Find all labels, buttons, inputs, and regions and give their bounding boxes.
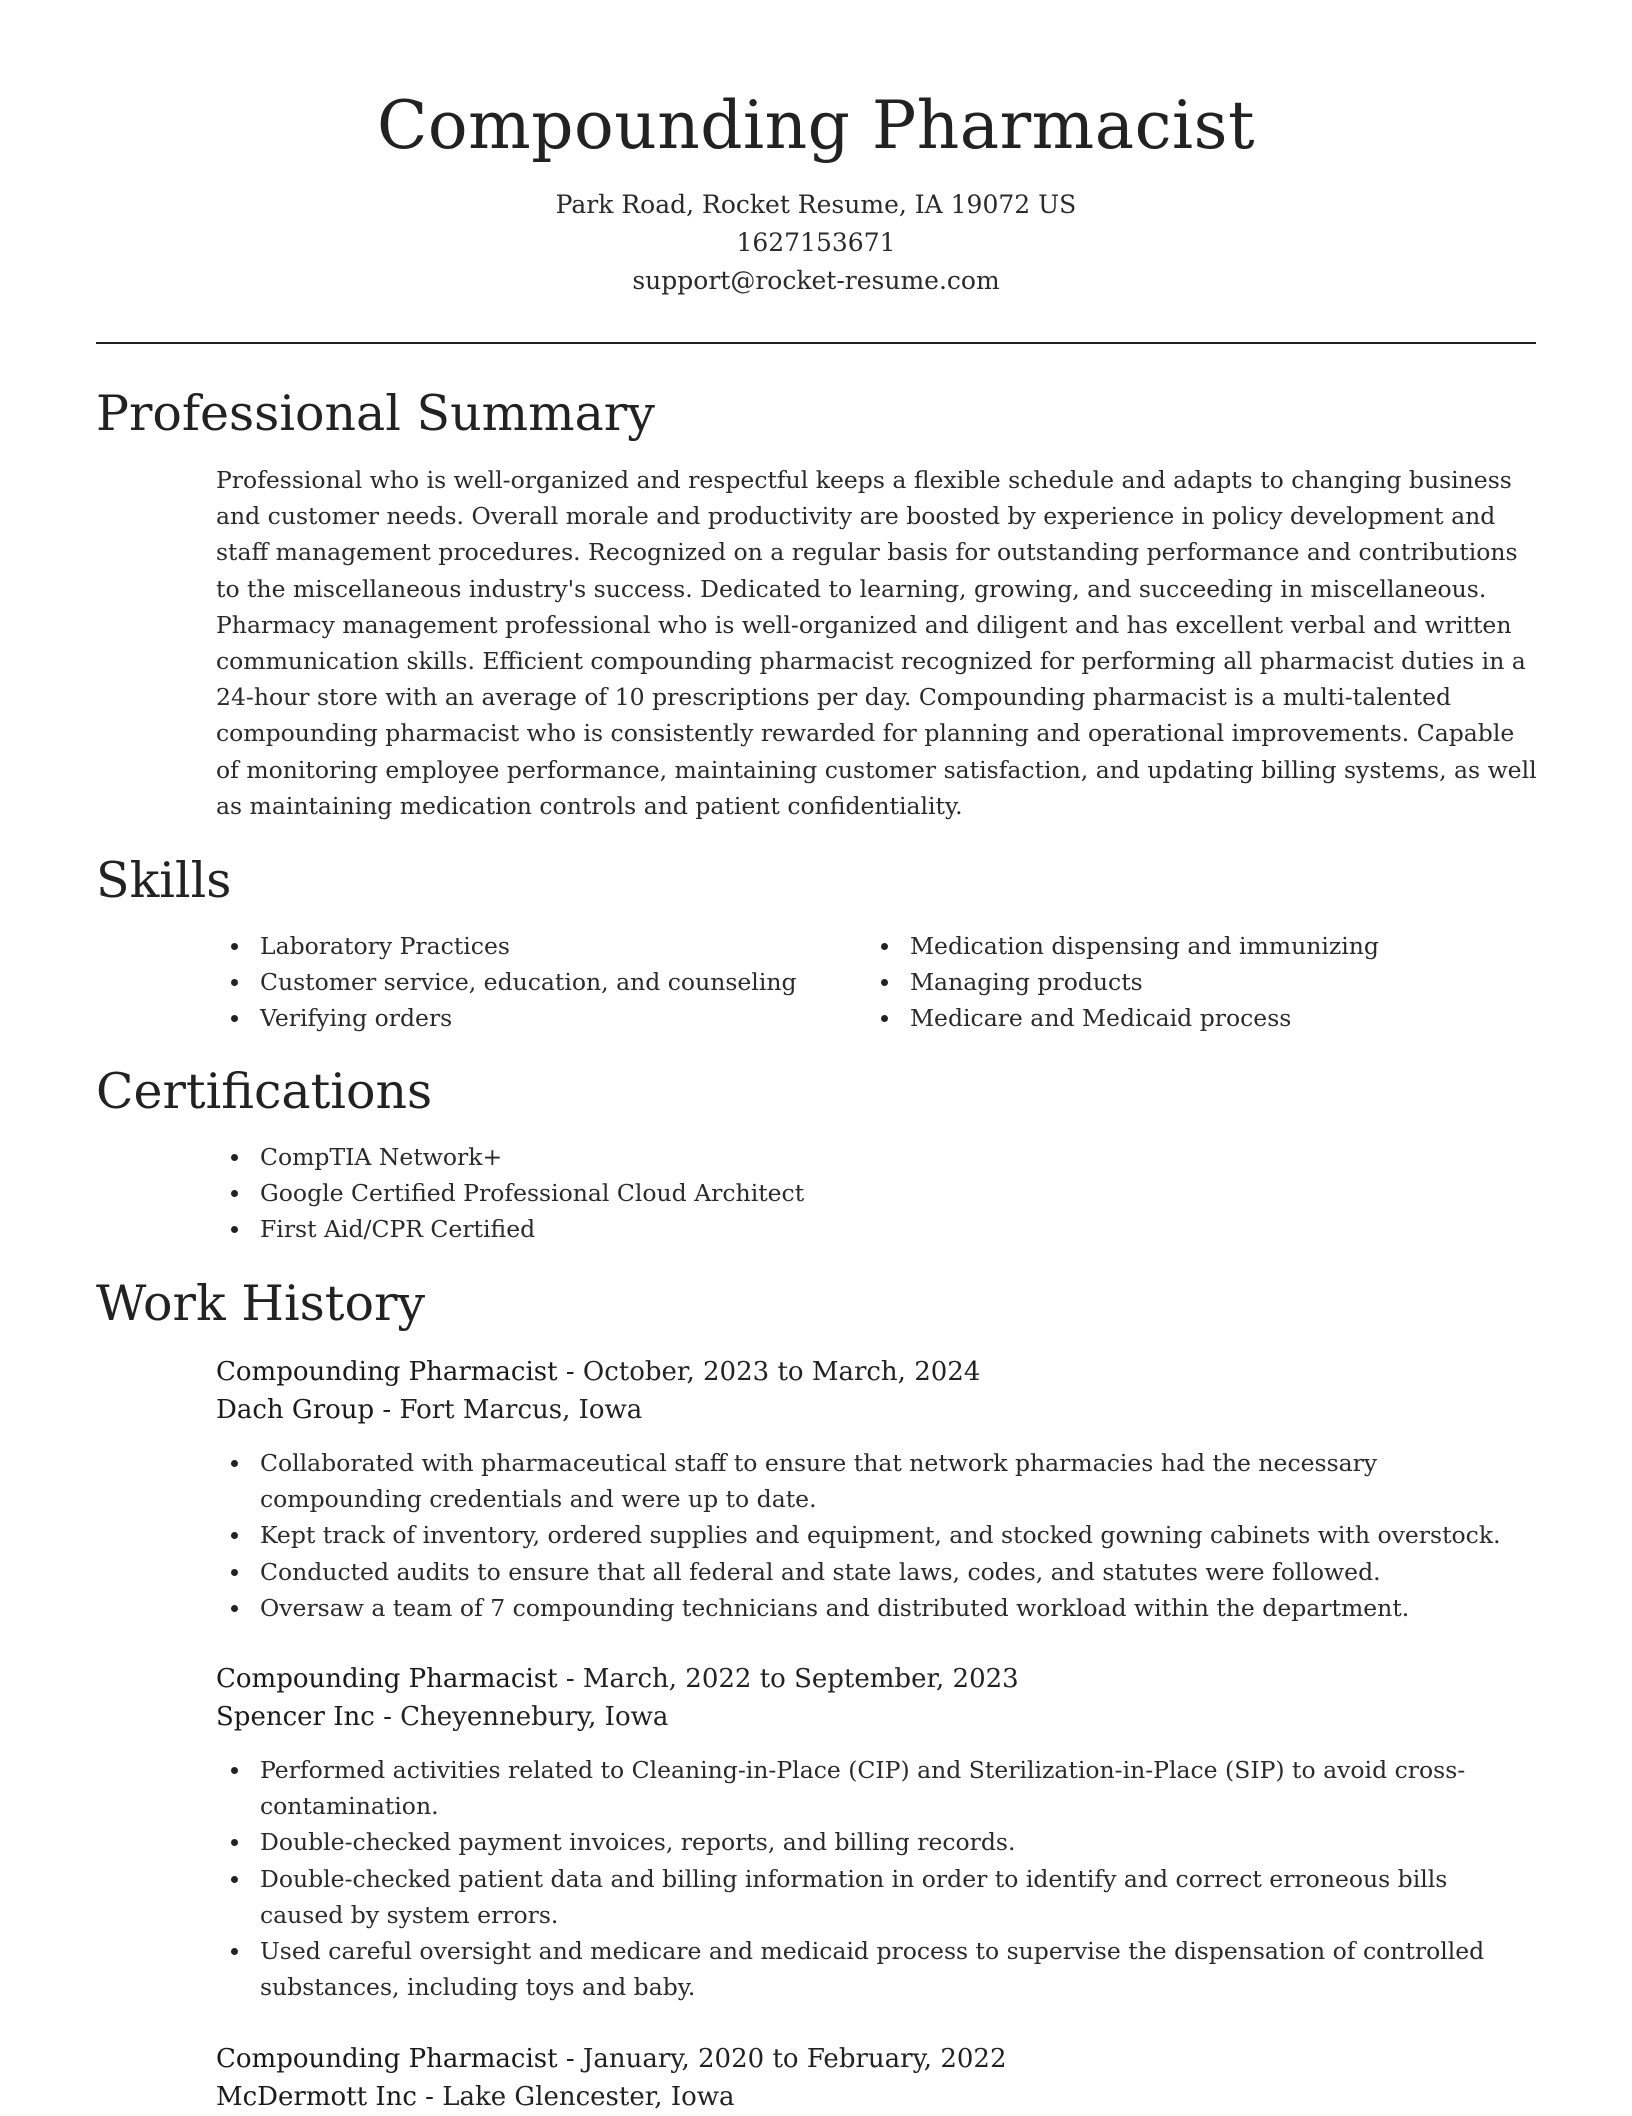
certifications-list [216,1139,1216,1248]
job-entry [216,2040,1538,2116]
section-title-skills: Skills [96,852,232,909]
job-company-line [216,1698,1538,1736]
job-company-line [216,1391,1538,1429]
skill-item: Medicare and Medicaid process [866,1000,1506,1036]
job-bullet: Used careful oversight and medicare and medicaid process to supervise the dispensation of controlled substances, including toys and baby. [216,1933,1538,2005]
skills-column-left [216,928,856,1037]
contact-block [0,186,1632,300]
contact-email: support@rocket-resume.com [632,266,1000,295]
summary-text: Professional who is well-organized and respectful keeps a flexible schedule and adapts to changing business and customer needs. Overall morale and productivity are boosted by experience in policy development and staff management procedures. Recognized on a regular basis for outstanding performance and contributions to the miscellaneous industry's success. Dedicated to learning, growing, and succeeding in miscellaneous. Pharmacy management professional who is well-organized and diligent and has excellent verbal and written communication skills. Efficient compounding pharmacist recognized for performing all pharmacist duties in a 24-hour store with an average of 10 prescriptions per day. Compounding pharmacist is a multi-talented compounding pharmacist who is consistently rewarded for planning and operational improvements. Capable of monitoring employee performance, maintaining customer satisfaction, and updating billing systems, as well as maintaining medication controls and patient confidentiality. [216,466,1537,820]
job-role: Compounding Pharmacist [216,1357,558,1387]
section-title-certifications: Certifications [96,1063,433,1120]
job-bullets [216,1445,1538,1626]
skill-item: Laboratory Practices [216,928,856,964]
skills-column-right [866,928,1506,1037]
job-bullet: Performed activities related to Cleaning-in-Place (CIP) and Sterilization-in-Place (SIP) to avoid cross-contamination. [216,1752,1538,1824]
job-role: Compounding Pharmacist [216,1664,558,1694]
job-bullet: Kept track of inventory, ordered supplies and equipment, and stocked gowning cabinets with overstock. [216,1517,1538,1553]
skill-item: Managing products [866,964,1506,1000]
section-title-summary: Professional Summary [96,385,655,442]
job-company: McDermott Inc [216,2082,417,2112]
skill-item: Medication dispensing and immunizing [866,928,1506,964]
job-entry [216,1660,1538,2005]
job-bullet: Double-checked payment invoices, reports, and billing records. [216,1824,1538,1860]
job-dates: - March, 2022 to September, 2023 [557,1664,1019,1694]
job-role: Compounding Pharmacist [216,2044,558,2074]
certification-item: CompTIA Network+ [216,1139,1216,1175]
job-bullet: Oversaw a team of 7 compounding technicians and distributed workload within the department. [216,1590,1538,1626]
job-bullet: Conducted audits to ensure that all federal and state laws, codes, and statutes were followed. [216,1554,1538,1590]
certification-item: First Aid/CPR Certified [216,1211,1216,1247]
skill-item: Verifying orders [216,1000,856,1036]
contact-address: Park Road, Rocket Resume, IA 19072 US [555,190,1077,219]
job-bullets [216,1752,1538,2005]
job-bullet: Double-checked patient data and billing information in order to identify and correct erroneous bills caused by system errors. [216,1861,1538,1933]
section-title-work-history: Work History [96,1275,426,1332]
job-title-line [216,2040,1538,2078]
job-title-line [216,1353,1538,1391]
job-location: - Lake Glencester, Iowa [416,2082,735,2112]
candidate-name: Compounding Pharmacist [376,87,1256,164]
job-location: - Fort Marcus, Iowa [374,1395,643,1425]
job-company: Spencer Inc [216,1702,375,1732]
job-location: - Cheyennebury, Iowa [374,1702,669,1732]
job-title-line [216,1660,1538,1698]
skill-item: Customer service, education, and counseling [216,964,856,1000]
contact-phone: 1627153671 [736,228,896,257]
job-bullet: Collaborated with pharmaceutical staff to ensure that network pharmacies had the necessary compounding credentials and were up to date. [216,1445,1538,1517]
certification-item: Google Certified Professional Cloud Architect [216,1175,1216,1211]
job-company: Dach Group [216,1395,375,1425]
job-entry [216,1353,1538,1626]
job-dates: - January, 2020 to February, 2022 [557,2044,1007,2074]
header-divider [96,342,1536,344]
job-dates: - October, 2023 to March, 2024 [557,1357,981,1387]
job-company-line [216,2078,1538,2116]
resume-header [0,0,1632,300]
